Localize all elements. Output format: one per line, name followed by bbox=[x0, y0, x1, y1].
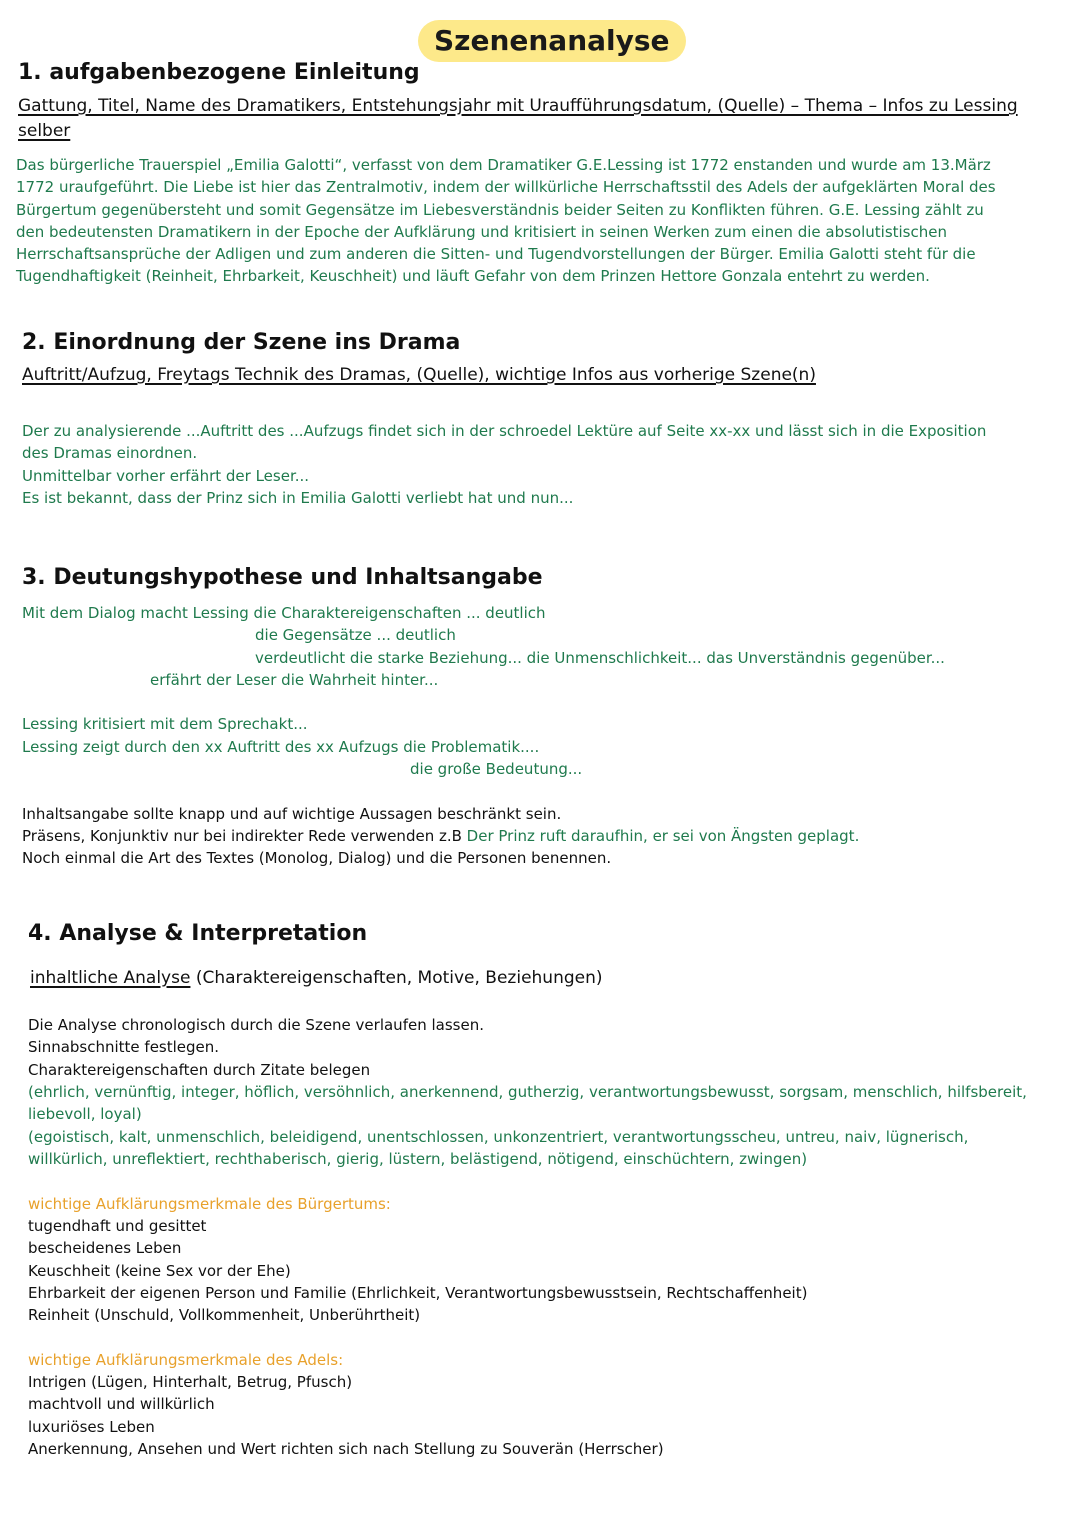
summary-rule: Inhaltsangabe sollte knapp und auf wichtige Aussagen beschränkt sein. bbox=[22, 805, 562, 823]
hypothesis-line: Mit dem Dialog macht Lessing die Charaktereigenschaften ... deutlich bbox=[22, 604, 546, 622]
list-item: Ehrbarkeit der eigenen Person und Familie (Ehrlichkeit, Verantwortungsbewusstsein, Rechtschaffenheit) bbox=[28, 1283, 808, 1302]
hypothesis-line: die Gegensätze ... deutlich bbox=[255, 626, 456, 644]
summary-rule-tense bbox=[22, 825, 859, 847]
positive-traits: (ehrlich, vernünftig, integer, höflich, versöhnlich, anerkennend, gutherzig, verantwortungsbewusst, sorgsam, menschlich, hilfsbereit, liebevoll, loyal) bbox=[28, 1083, 1027, 1124]
section-1-subheading: Gattung, Titel, Name des Dramatikers, Entstehungsjahr mit Uraufführungsdatum, (Quelle) – Thema – Infos zu Lessing bbox=[18, 96, 1018, 116]
intro-line: Tugendhaftigkeit (Reinheit, Ehrbarkeit, Keuschheit) und läuft Gefahr von dem Prinzen Hettore Gonzala entehrt zu werden. bbox=[16, 267, 930, 286]
adel-list bbox=[28, 1371, 664, 1460]
hypothesis-line: Lessing zeigt durch den xx Auftritt des xx Aufzugs die Problematik.... bbox=[22, 738, 540, 756]
negative-traits: (egoistisch, kalt, unmenschlich, beleidigend, unentschlossen, unkonzentriert, verantwortungsscheu, untreu, naiv, lügnerisch, willkürlich, unreflektiert, rechthaberisch, gierig, lüstern, belästigend, nötigend, einschüchtern, zwingen) bbox=[28, 1128, 969, 1169]
section-4-subheading bbox=[30, 968, 603, 988]
buergertum-list bbox=[28, 1215, 807, 1326]
adel-title: wichtige Aufklärungsmerkmale des Adels: bbox=[28, 1351, 344, 1369]
section-1-subheading-cont: selber bbox=[18, 121, 71, 141]
list-item: Anerkennung, Ansehen und Wert richten sich nach Stellung zu Souverän (Herrscher) bbox=[28, 1439, 664, 1458]
list-item: machtvoll und willkürlich bbox=[28, 1395, 215, 1414]
list-item: Reinheit (Unschuld, Vollkommenheit, Unberührtheit) bbox=[28, 1306, 421, 1325]
section-3-heading: 3. Deutungshypothese und Inhaltsangabe bbox=[22, 565, 543, 590]
section-4-heading: 4. Analyse & Interpretation bbox=[28, 921, 368, 946]
analysis-step: Sinnabschnitte festlegen. bbox=[28, 1038, 220, 1057]
summary-rule-text: Präsens, Konjunktiv nur bei indirekter Rede verwenden z.B bbox=[22, 827, 467, 845]
analysis-steps bbox=[28, 1014, 484, 1081]
content-analysis-detail: (Charaktereigenschaften, Motive, Beziehungen) bbox=[190, 968, 603, 988]
intro-line: Bürgertum gegenübersteht und somit Gegensätze im Liebesverständnis beider Seiten zu Konflikten führen. G.E. Lessing zählt zu bbox=[16, 200, 984, 219]
intro-line: Das bürgerliche Trauerspiel „Emilia Galotti“, verfasst von dem Dramatiker G.E.Lessing ist 1772 enstanden und wurde am 13.März bbox=[16, 156, 991, 174]
text-line: Unmittelbar vorher erfährt der Leser... bbox=[22, 466, 310, 485]
list-item: Keuschheit (keine Sex vor der Ehe) bbox=[28, 1261, 291, 1280]
hypothesis-line: verdeutlicht die starke Beziehung... die Unmenschlichkeit... das Unverständnis gegenüber... bbox=[255, 649, 945, 667]
intro-line: Herrschaftsansprüche der Adligen und zum anderen die Sitten- und Tugendvorstellungen der Bürger. Emilia Galotti steht für die bbox=[16, 245, 976, 264]
list-item: tugendhaft und gesittet bbox=[28, 1217, 207, 1235]
list-item: bescheidenes Leben bbox=[28, 1239, 182, 1258]
list-item: Intrigen (Lügen, Hinterhalt, Betrug, Pfusch) bbox=[28, 1373, 353, 1391]
section-2-text bbox=[22, 420, 986, 509]
section-2-subheading: Auftritt/Aufzug, Freytags Technik des Dramas, (Quelle), wichtige Infos aus vorherige Szene(n) bbox=[22, 365, 816, 385]
summary-rule: Noch einmal die Art des Textes (Monolog, Dialog) und die Personen benennen. bbox=[22, 849, 612, 867]
analysis-step: Charaktereigenschaften durch Zitate belegen bbox=[28, 1060, 371, 1079]
section-1-intro bbox=[16, 154, 996, 288]
intro-line: den bedeutensten Dramatikern in der Epoche der Aufklärung und kritisiert in seinen Werken zum einen die absolutistischen bbox=[16, 222, 947, 241]
hypothesis-line: die große Bedeutung... bbox=[410, 760, 583, 778]
section-2-heading: 2. Einordnung der Szene ins Drama bbox=[22, 330, 461, 355]
summary-example: Der Prinz ruft daraufhin, er sei von Ängsten geplagt. bbox=[466, 827, 860, 845]
text-line: Es ist bekannt, dass der Prinz sich in Emilia Galotti verliebt hat und nun... bbox=[22, 488, 574, 507]
analysis-step: Die Analyse chronologisch durch die Szene verlaufen lassen. bbox=[28, 1016, 484, 1034]
buergertum-title: wichtige Aufklärungsmerkmale des Bürgertums: bbox=[28, 1195, 391, 1213]
text-line: des Dramas einordnen. bbox=[22, 444, 198, 463]
page-title: Szenenanalyse bbox=[418, 20, 686, 62]
section-1-heading: 1. aufgabenbezogene Einleitung bbox=[18, 60, 420, 85]
intro-line: 1772 uraufgeführt. Die Liebe ist hier das Zentralmotiv, indem der willkürliche Herrschaftsstil des Adels der aufgeklärten Moral des bbox=[16, 178, 996, 197]
list-item: luxuriöses Leben bbox=[28, 1417, 155, 1436]
text-line: Der zu analysierende ...Auftritt des ...Aufzugs findet sich in der schroedel Lektüre auf Seite xx-xx und lässt sich in die Exposition bbox=[22, 422, 987, 440]
hypothesis-line: erfährt der Leser die Wahrheit hinter... bbox=[150, 671, 439, 689]
hypothesis-line: Lessing kritisiert mit dem Sprechakt... bbox=[22, 715, 308, 733]
content-analysis-label: inhaltliche Analyse bbox=[30, 968, 191, 988]
